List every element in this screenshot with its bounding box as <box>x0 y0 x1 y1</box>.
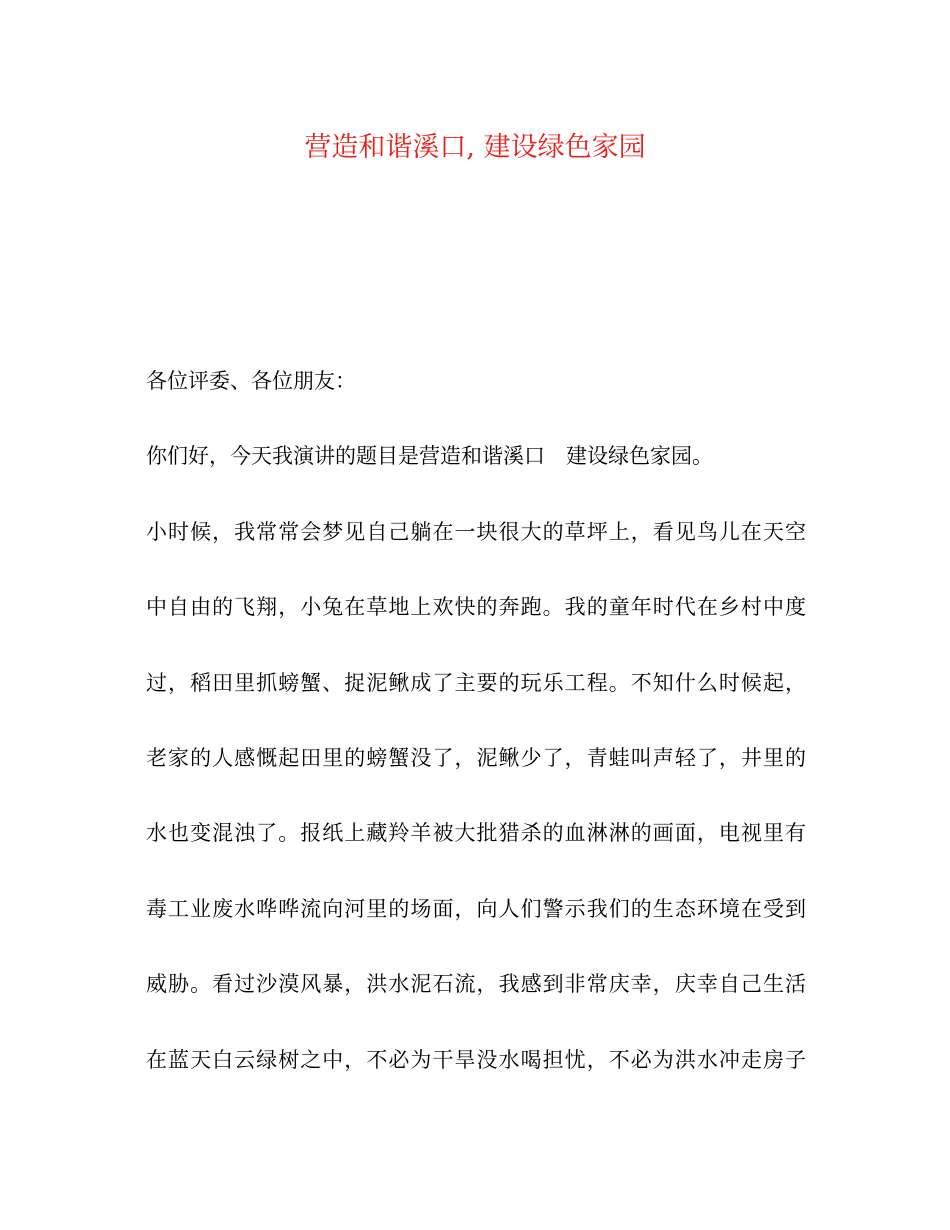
paragraph-line: 毒工业废水哗哗流向河里的场面，向人们警示我们的生态环境在受到 <box>146 896 806 921</box>
paragraph-line: 你们好，今天我演讲的题目是营造和谐溪口 建设绿色家园。 <box>146 444 713 469</box>
paragraph-line: 中自由的飞翔，小兔在草地上欢快的奔跑。我的童年时代在乡村中度 <box>146 595 806 620</box>
paragraph-line: 威胁。看过沙漠风暴，洪水泥石流，我感到非常庆幸，庆幸自己生活 <box>146 972 806 997</box>
paragraph-line: 在蓝天白云绿树之中，不必为干旱没水喝担忧，不必为洪水冲走房子 <box>146 1047 806 1072</box>
paragraph-line: 老家的人感慨起田里的螃蟹没了，泥鳅少了，青蛙叫声轻了，井里的 <box>146 745 806 770</box>
paragraph-line: 水也变混浊了。报纸上藏羚羊被大批猎杀的血淋淋的画面，电视里有 <box>146 821 806 846</box>
paragraph-line: 过，稻田里抓螃蟹、捉泥鳅成了主要的玩乐工程。不知什么时候起， <box>146 670 806 695</box>
document-title: 营造和谐溪口, 建设绿色家园 <box>304 132 646 163</box>
paragraph-line: 小时候，我常常会梦见自己躺在一块很大的草坪上，看见鸟儿在天空 <box>146 519 806 544</box>
document-body <box>146 362 806 1116</box>
salutation-line: 各位评委、各位朋友： <box>146 369 356 393</box>
